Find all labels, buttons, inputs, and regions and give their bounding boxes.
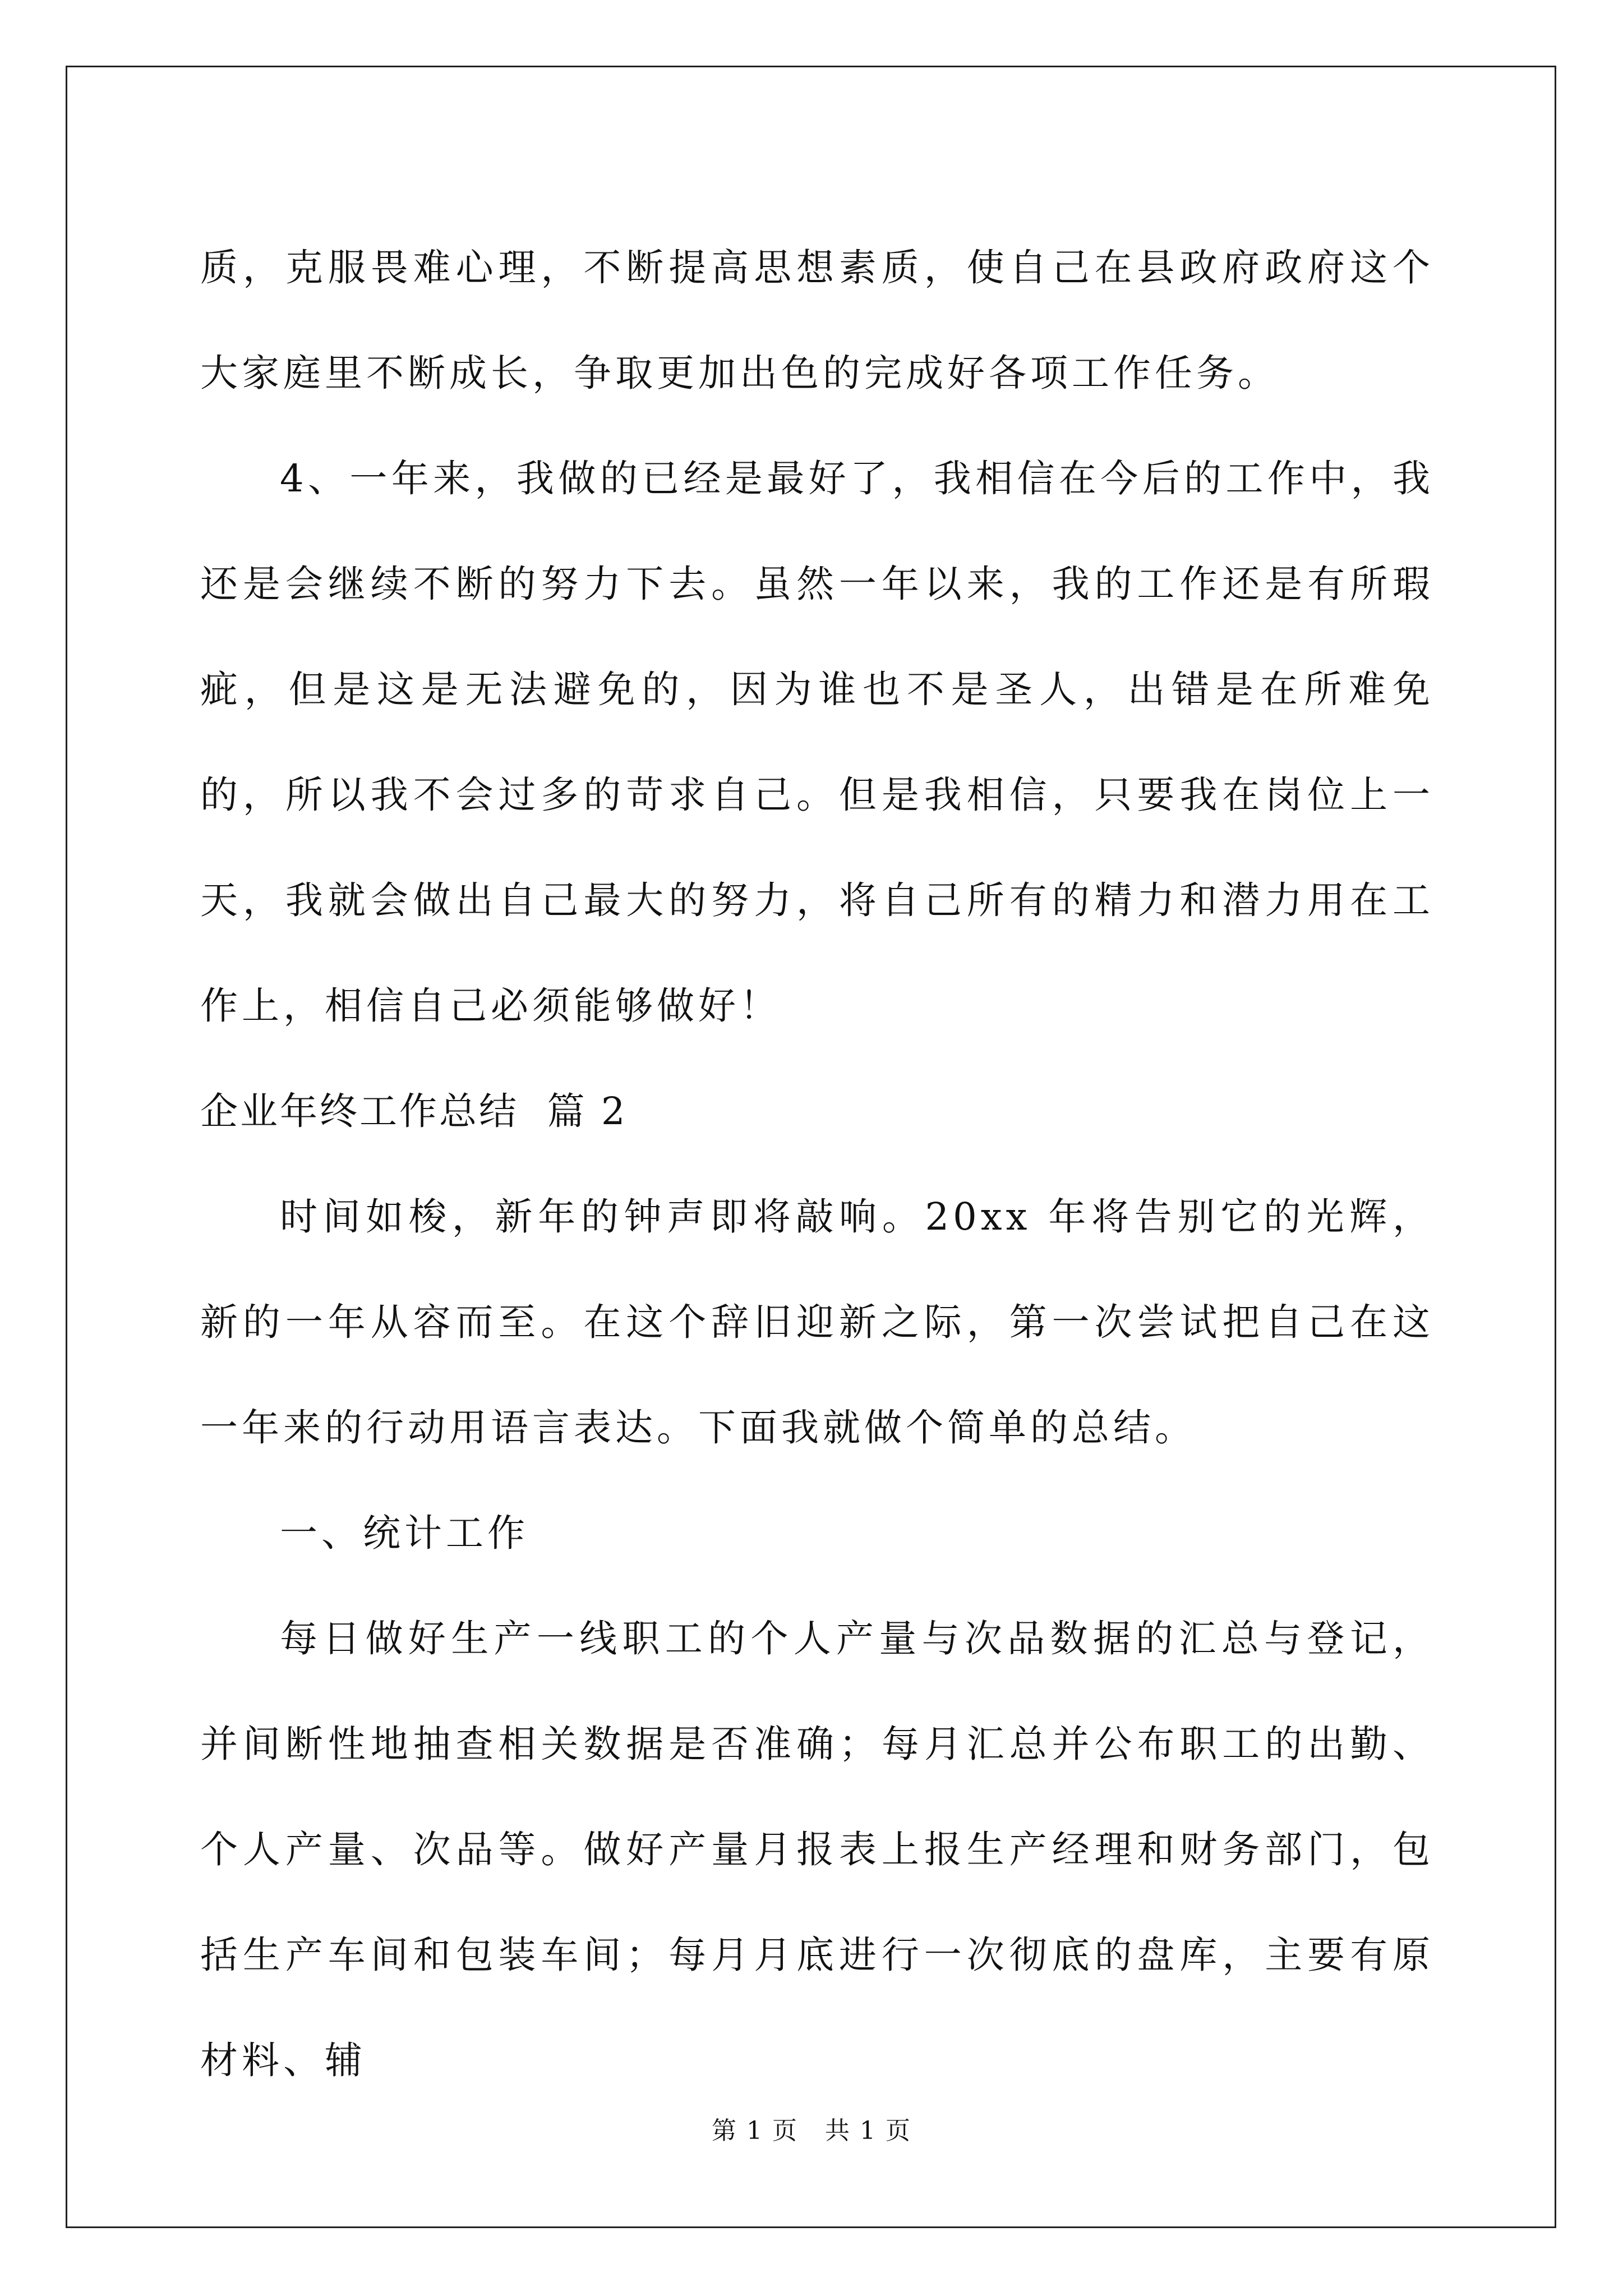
paragraph-point-4: 4、一年来，我做的已经是最好了，我相信在今后的工作中，我还是会继续不断的努力下去。虽然一年以来，我的工作还是有所瑕疵，但是这是无法避免的，因为谁也不是圣人，出错是在所难免的，所以我不会过多的苛求自己。但是我相信，只要我在岗位上一天，我就会做出自己最大的努力，将自己所有的精力和潜力用在工作上，相信自己必须能够做好！: [200, 457, 1434, 1028]
document-body: [200, 215, 1434, 2113]
section-heading: 企业年终工作总结 篇 2: [200, 1089, 628, 1133]
page-footer: 第 1 页 共 1 页: [712, 2116, 911, 2145]
subheading-statistics: 一、统计工作: [280, 1511, 529, 1555]
paragraph-intro: 时间如梭，新年的钟声即将敲响。20xx 年将告别它的光辉，新的一年从容而至。在这个辞旧迎新之际，第一次尝试把自己在这一年来的行动用语言表达。下面我就做个简单的总结。: [200, 1195, 1434, 1450]
paragraph-continuation: 质，克服畏难心理，不断提高思想素质，使自己在县政府政府这个大家庭里不断成长，争取更加出色的完成好各项工作任务。: [200, 246, 1434, 395]
paragraph-statistics: 每日做好生产一线职工的个人产量与次品数据的汇总与登记，并间断性地抽查相关数据是否准确；每月汇总并公布职工的出勤、个人产量、次品等。做好产量月报表上报生产经理和财务部门，包括生产车间和包装车间；每月月底进行一次彻底的盘库，主要有原材料、辅: [200, 1617, 1434, 2082]
